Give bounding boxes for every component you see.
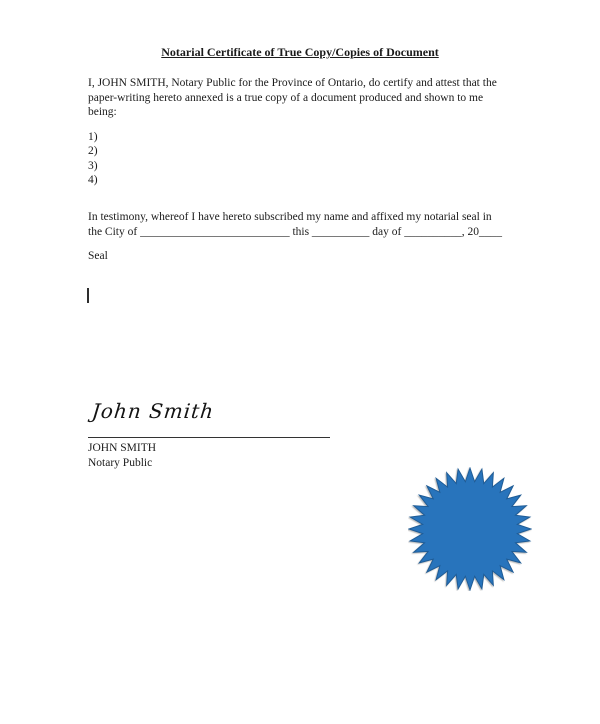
list-item: 2) — [88, 145, 98, 158]
document-title: Notarial Certificate of True Copy/Copies of Document — [161, 45, 439, 59]
notary-seal-star-icon[interactable] — [408, 467, 532, 591]
intro-line: I, JOHN SMITH, Notary Public for the Province of Ontario, do certify and attest that the — [88, 77, 497, 89]
testimony-line: In testimony, whereof I have hereto subscribed my name and affixed my notarial seal in — [88, 211, 492, 223]
signature-line — [88, 437, 330, 438]
handwritten-signature: John Smith — [90, 399, 216, 423]
signature-role: Notary Public — [88, 457, 153, 469]
list-item: 4) — [88, 173, 98, 186]
testimony-paragraph — [88, 210, 538, 240]
text-cursor — [87, 288, 89, 303]
seal-label: Seal — [88, 250, 108, 262]
testimony-line-with-blanks: the City of __________________________ this __________ day of __________, 20____ — [88, 225, 502, 238]
list-item: 3) — [88, 159, 98, 172]
signature-printed-name: JOHN SMITH — [88, 442, 157, 454]
intro-line: paper-writing hereto annexed is a true copy of a document produced and shown to me — [88, 91, 484, 104]
intro-paragraph — [88, 76, 528, 120]
list-item: 1) — [88, 131, 98, 143]
intro-line: being: — [88, 106, 117, 118]
document-item-list — [88, 130, 98, 187]
